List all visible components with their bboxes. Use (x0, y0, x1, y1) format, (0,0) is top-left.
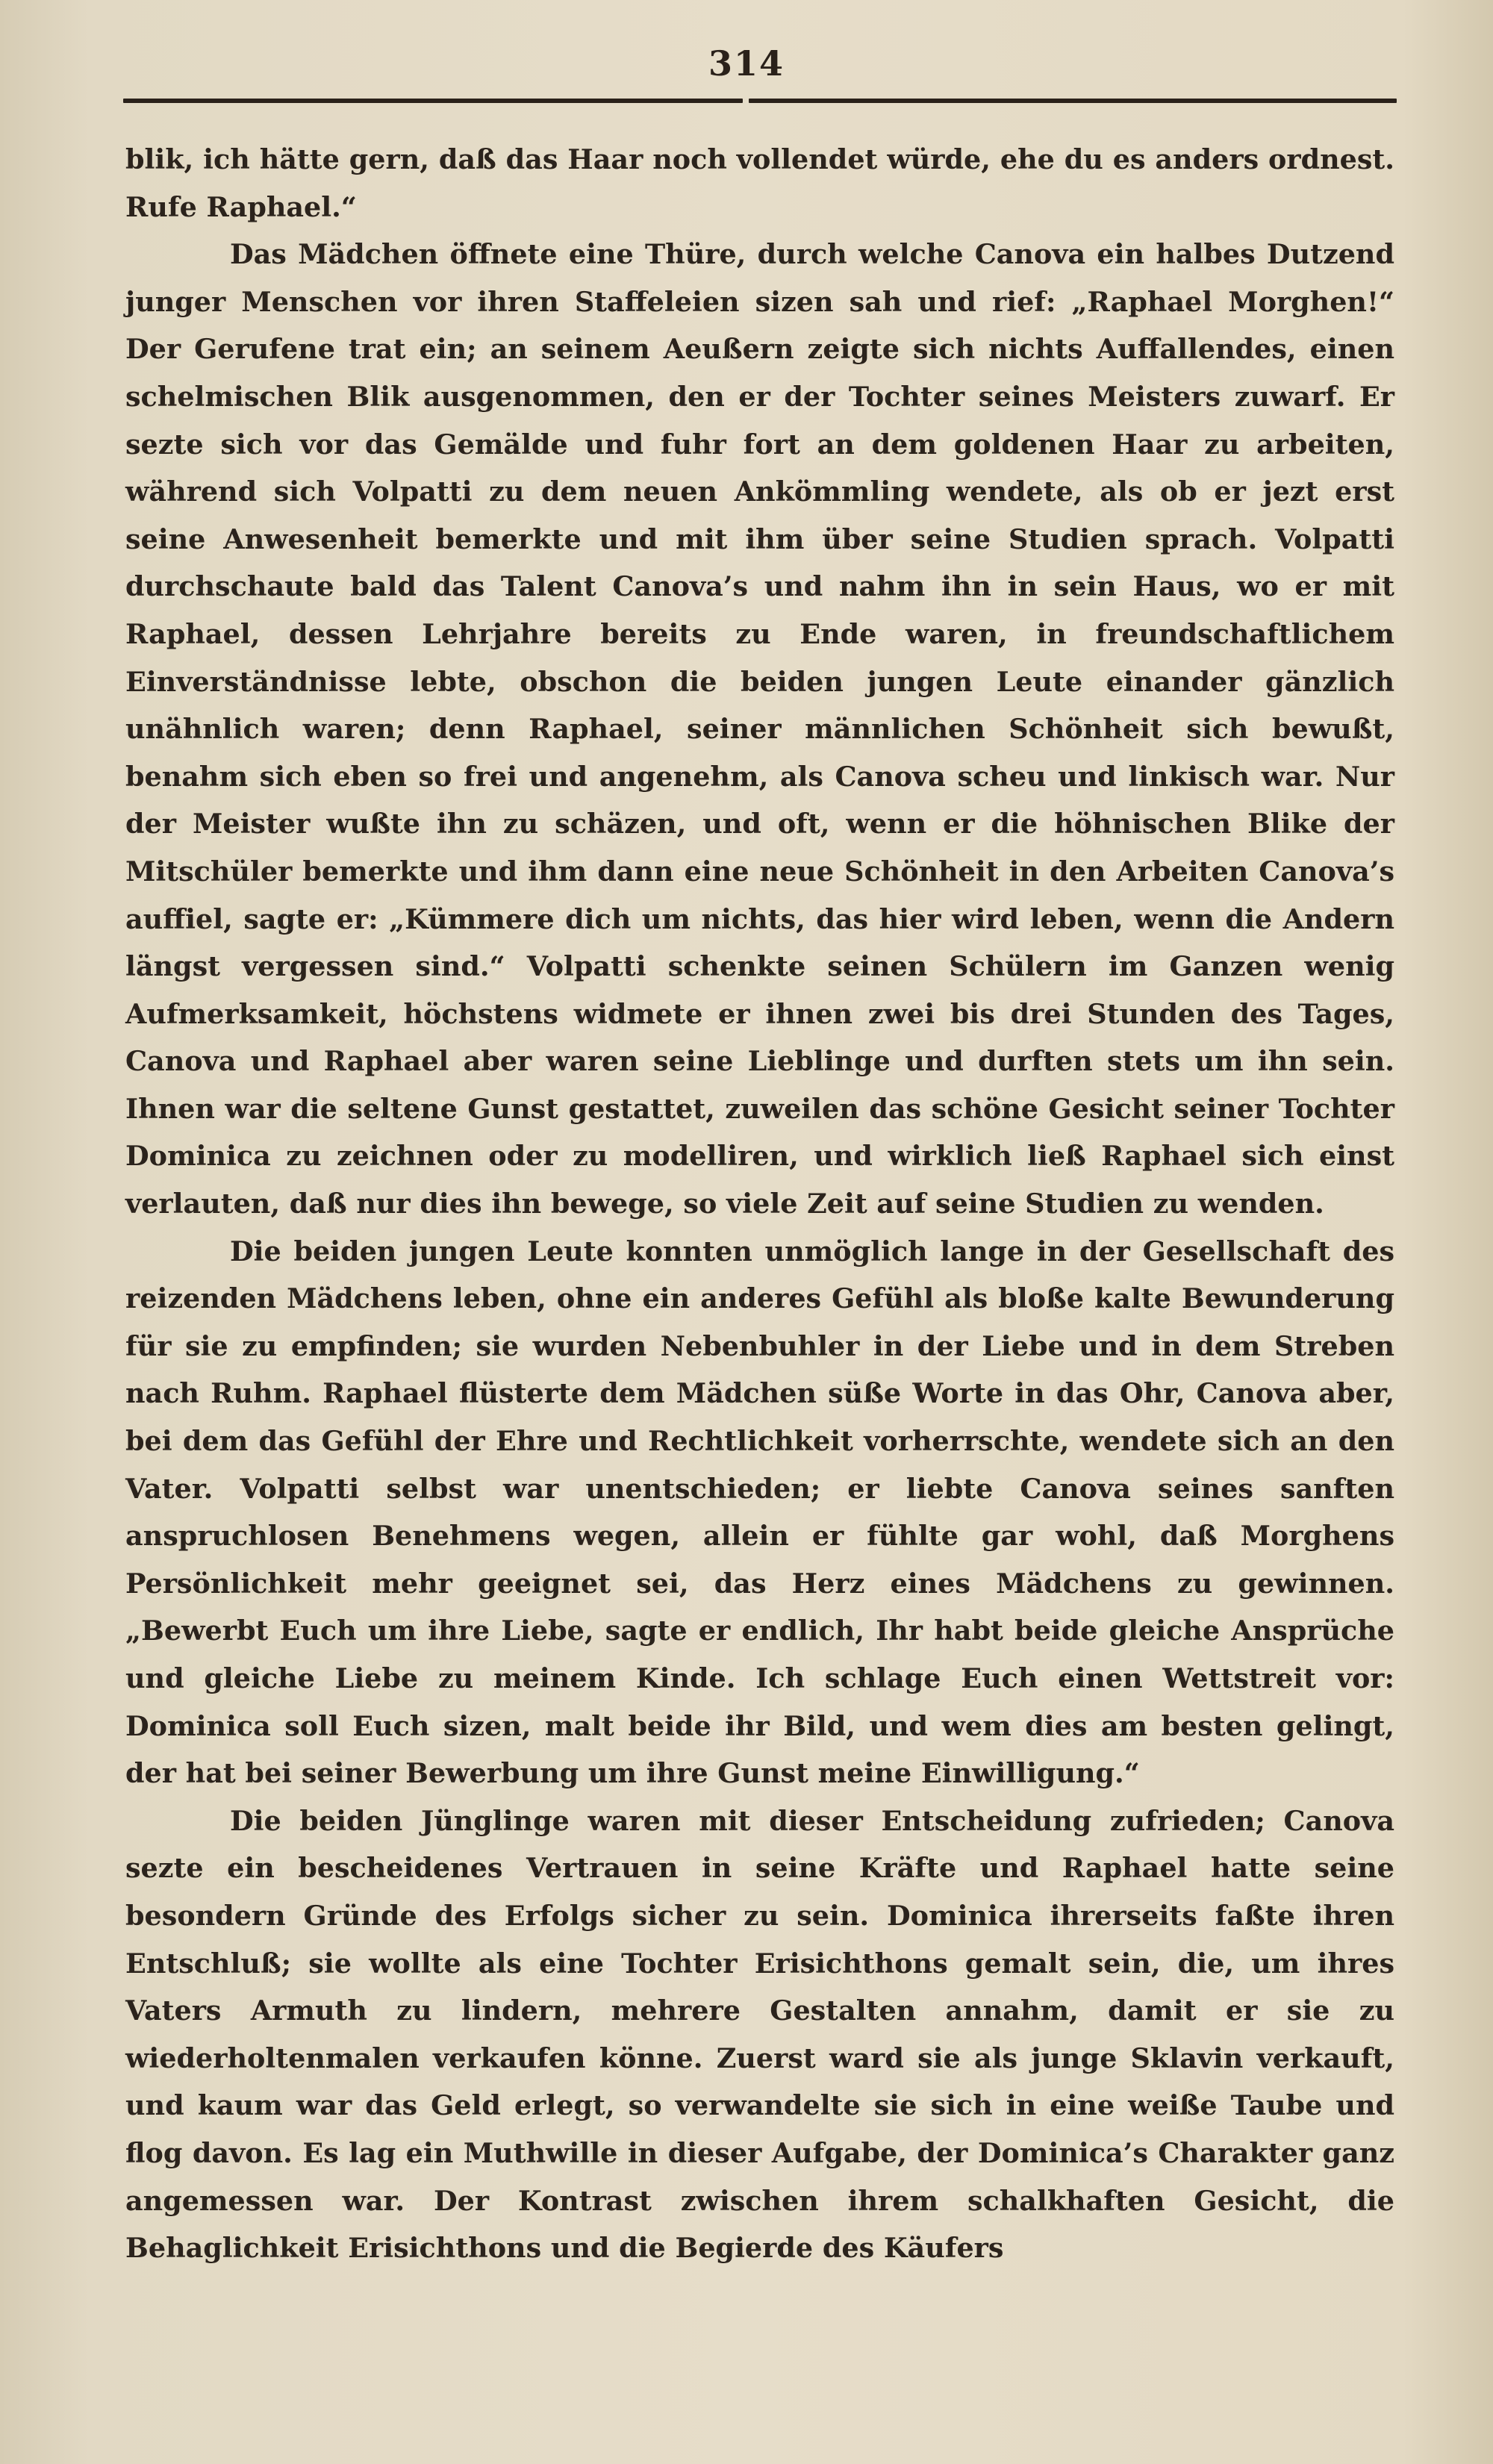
page-number: 314 (708, 43, 785, 84)
paragraph: Das Mädchen öffnete eine Thüre, durch welche Canova ein halbes Dutzend junger Menschen vor ihren Staffeleien sizen sah und rief: „Raphael Morghen!“ Der Gerufene trat ein; an seinem Aeußern zeigte sich nichts Auffallendes, einen schelmischen Blik ausgenommen, den er der Tochter seines Meisters zuwarf. Er sezte sich vor das Gemälde und fuhr fort an dem goldenen Haar zu arbeiten, während sich Volpatti zu dem neuen Ankömmling wendete, als ob er jezt erst seine Anwesenheit bemerkte und mit ihm über seine Studien sprach. Volpatti durchschaute bald das Talent Canova’s und nahm ihn in sein Haus, wo er mit Raphael, dessen Lehrjahre bereits zu Ende waren, in freundschaftlichem Einverständnisse lebte, obschon die beiden jungen Leute einander gänzlich unähnlich waren; denn Raphael, seiner männlichen Schönheit sich bewußt, benahm sich eben so frei und angenehm, als Canova scheu und linkisch war. Nur der Meister wußte ihn zu schäzen, und oft, wenn er die höhnischen Blike der Mitschüler bemerkte und ihm dann eine neue Schönheit in den Arbeiten Canova’s auffiel, sagte er: „Kümmere dich um nichts, das hier wird leben, wenn die Andern längst vergessen sind.“ Volpatti schenkte seinen Schülern im Ganzen wenig Aufmerksamkeit, höchstens widmete er ihnen zwei bis drei Stunden des Tages, Canova und Raphael aber waren seine Lieblinge und durften stets um ihn sein. Ihnen war die seltene Gunst gestattet, zuweilen das schöne Gesicht seiner Tochter Dominica zu zeichnen oder zu modelliren, und wirklich ließ Raphael sich einst verlauten, daß nur dies ihn bewege, so viele Zeit auf seine Studien zu wenden. (125, 238, 1394, 1220)
header-rule-left (123, 99, 743, 103)
paragraph: Die beiden jungen Leute konnten unmöglich lange in der Gesellschaft des reizenden Mädchens leben, ohne ein anderes Gefühl als bloße kalte Bewunderung für sie zu empfinden; sie wurden Nebenbuhler in der Liebe und in dem Streben nach Ruhm. Raphael flüsterte dem Mädchen süße Worte in das Ohr, Canova aber, bei dem das Gefühl der Ehre und Rechtlichkeit vorherrschte, wendete sich an den Vater. Volpatti selbst war unentschieden; er liebte Canova seines sanften anspruchlosen Benehmens wegen, allein er fühlte gar wohl, daß Morghens Persönlichkeit mehr geeignet sei, das Herz eines Mädchens zu gewinnen. „Bewerbt Euch um ihre Liebe, sagte er endlich, Ihr habt beide gleiche Ansprüche und gleiche Liebe zu meinem Kinde. Ich schlage Euch einen Wettstreit vor: Dominica soll Euch sizen, malt beide ihr Bild, und wem dies am besten gelingt, der hat bei seiner Bewerbung um ihre Gunst meine Einwilligung.“ (125, 1235, 1394, 1790)
body-text (125, 136, 1394, 2272)
header-rule-right (749, 99, 1397, 103)
paragraph: Die beiden Jünglinge waren mit dieser Entscheidung zufrieden; Canova sezte ein bescheidenes Vertrauen in seine Kräfte und Raphael hatte seine besondern Gründe des Erfolgs sicher zu sein. Dominica ihrerseits faßte ihren Entschluß; sie wollte als eine Tochter Erisichthons gemalt sein, die, um ihres Vaters Armuth zu lindern, mehrere Gestalten annahm, damit er sie zu wiederholtenmalen verkaufen könne. Zuerst ward sie als junge Sklavin verkauft, und kaum war das Geld erlegt, so verwandelte sie sich in eine weiße Taube und flog davon. Es lag ein Muthwille in dieser Aufgabe, der Dominica’s Charakter ganz angemessen war. Der Kontrast zwischen ihrem schalkhaften Gesicht, die Behaglichkeit Erisichthons und die Begierde des Käufers (125, 1804, 1394, 2265)
paragraph-continuation: blik, ich hätte gern, daß das Haar noch vollendet würde, ehe du es anders ordnest. Rufe Raphael.“ (125, 143, 1394, 223)
